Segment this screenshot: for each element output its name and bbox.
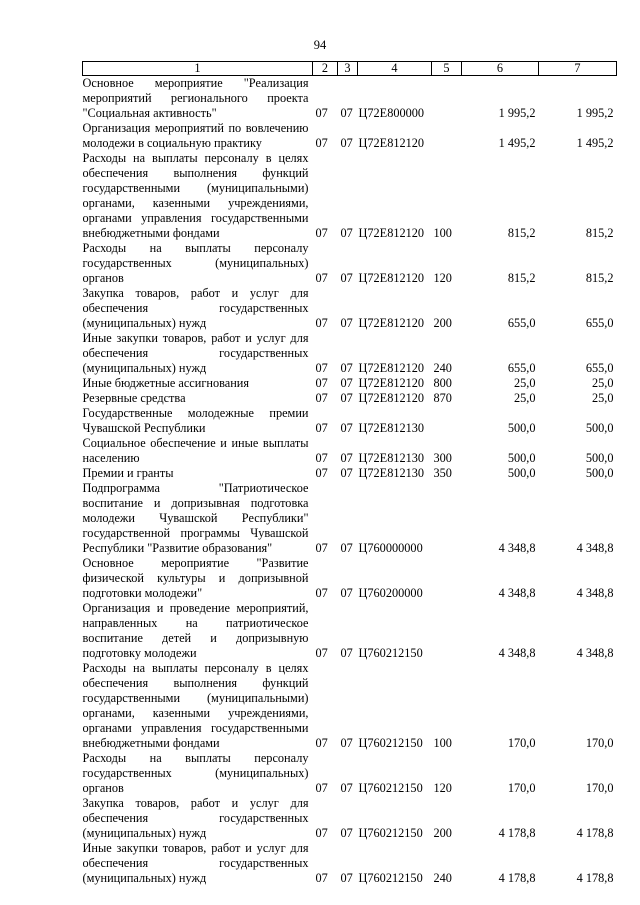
column-header-amount-1: 6 — [462, 62, 539, 76]
row-expense-type: 100 — [433, 736, 452, 750]
row-subsection: 07 — [340, 226, 353, 240]
row-subsection: 07 — [340, 871, 353, 885]
row-subsection: 07 — [340, 736, 353, 750]
row-section: 07 — [315, 106, 328, 120]
row-expense-type: 200 — [433, 316, 452, 330]
row-name: Премии и гранты — [82, 466, 174, 480]
row-amount-1: 4 348,8 — [498, 586, 536, 600]
row-expense-type: 120 — [433, 271, 452, 285]
column-header-subsection: 3 — [338, 62, 358, 76]
row-subsection: 07 — [340, 826, 353, 840]
row-amount-2: 500,0 — [585, 466, 614, 480]
row-amount-1: 815,2 — [507, 271, 536, 285]
row-name: Организация мероприятий по вовлечению молодежи в социальную практику — [82, 121, 309, 150]
row-name: Резервные средства — [82, 391, 186, 405]
row-section: 07 — [315, 136, 328, 150]
row-subsection: 07 — [340, 466, 353, 480]
column-header-name: 1 — [83, 62, 313, 76]
row-amount-1: 815,2 — [507, 226, 536, 240]
row-amount-1: 1 495,2 — [498, 136, 536, 150]
row-amount-1: 500,0 — [507, 451, 536, 465]
row-target-article: Ц72Е812120 — [358, 316, 425, 330]
row-subsection: 07 — [340, 421, 353, 435]
row-target-article: Ц72Е812130 — [358, 451, 425, 465]
table-row — [83, 436, 617, 466]
row-amount-1: 500,0 — [507, 466, 536, 480]
row-name: Иные закупки товаров, работ и услуг для обеспечения государственных (муниципальных) нужд — [82, 331, 309, 375]
table-row — [83, 661, 617, 751]
row-target-article: Ц72Е812120 — [358, 391, 425, 405]
table-row — [83, 751, 617, 796]
row-name: Основное мероприятие "Реализация мероприятий регионального проекта "Социальная активность" — [82, 76, 309, 120]
column-header-amount-2: 7 — [539, 62, 617, 76]
table-header — [83, 62, 617, 76]
row-amount-2: 1 495,2 — [576, 136, 614, 150]
table-row — [83, 406, 617, 436]
row-target-article: Ц72Е812120 — [358, 271, 425, 285]
row-amount-2: 655,0 — [585, 316, 614, 330]
table-row — [83, 391, 617, 406]
table-row — [83, 481, 617, 556]
page-number: 94 — [313, 38, 327, 52]
row-name: Расходы на выплаты персоналу в целях обеспечения выполнения функций государственными (муниципальными) органами, казенными учреждениями, органами управления государственными внебюджетными фондами — [82, 151, 309, 240]
row-subsection: 07 — [340, 451, 353, 465]
row-amount-1: 170,0 — [507, 781, 536, 795]
row-expense-type — [432, 121, 462, 151]
table-row — [83, 841, 617, 886]
row-name: Иные бюджетные ассигнования — [82, 376, 250, 390]
row-amount-1: 4 178,8 — [498, 871, 536, 885]
row-amount-1: 500,0 — [507, 421, 536, 435]
row-expense-type — [432, 556, 462, 601]
row-section: 07 — [315, 451, 328, 465]
row-name: Государственные молодежные премии Чувашской Республики — [82, 406, 309, 435]
header-row — [83, 62, 617, 76]
row-name: Расходы на выплаты персоналу в целях обеспечения выполнения функций государственными (муниципальными) органами, казенными учреждениями, органами управления государственными внебюджетными фондами — [82, 661, 309, 750]
row-amount-1: 170,0 — [507, 736, 536, 750]
row-amount-2: 1 995,2 — [576, 106, 614, 120]
row-amount-1: 655,0 — [507, 316, 536, 330]
table-row — [83, 466, 617, 481]
row-section: 07 — [315, 421, 328, 435]
row-amount-2: 500,0 — [585, 421, 614, 435]
row-amount-1: 1 995,2 — [498, 106, 536, 120]
row-name: Расходы на выплаты персоналу государственных (муниципальных) органов — [82, 241, 309, 285]
row-expense-type — [432, 406, 462, 436]
table-row — [83, 376, 617, 391]
row-section: 07 — [315, 391, 328, 405]
row-section: 07 — [315, 466, 328, 480]
row-target-article: Ц72Е812120 — [358, 376, 425, 390]
row-expense-type — [432, 76, 462, 122]
row-section: 07 — [315, 736, 328, 750]
row-amount-2: 4 178,8 — [576, 871, 614, 885]
row-target-article: Ц760200000 — [358, 586, 423, 600]
table-row — [83, 241, 617, 286]
row-expense-type: 300 — [433, 451, 452, 465]
row-target-article: Ц760212150 — [358, 736, 423, 750]
row-name: Социальное обеспечение и иные выплаты населению — [82, 436, 309, 465]
row-section: 07 — [315, 316, 328, 330]
row-expense-type: 350 — [433, 466, 452, 480]
row-section: 07 — [315, 541, 328, 555]
row-section: 07 — [315, 781, 328, 795]
row-name: Основное мероприятие "Развитие физической культуры и допризывной подготовки молодежи" — [82, 556, 309, 600]
row-section: 07 — [315, 646, 328, 660]
row-amount-2: 170,0 — [585, 781, 614, 795]
row-name: Закупка товаров, работ и услуг для обеспечения государственных (муниципальных) нужд — [82, 286, 309, 330]
table-row — [83, 556, 617, 601]
row-name: Расходы на выплаты персоналу государственных (муниципальных) органов — [82, 751, 309, 795]
row-target-article: Ц72Е812120 — [358, 136, 425, 150]
column-header-expense-type: 5 — [432, 62, 462, 76]
row-section: 07 — [315, 826, 328, 840]
table-row — [83, 601, 617, 661]
row-target-article: Ц760212150 — [358, 871, 423, 885]
row-name: Иные закупки товаров, работ и услуг для обеспечения государственных (муниципальных) нужд — [82, 841, 309, 885]
row-expense-type: 120 — [433, 781, 452, 795]
row-section: 07 — [315, 271, 328, 285]
row-target-article: Ц760212150 — [358, 826, 423, 840]
row-amount-1: 655,0 — [507, 361, 536, 375]
column-header-section: 2 — [313, 62, 338, 76]
row-amount-2: 170,0 — [585, 736, 614, 750]
row-expense-type — [432, 481, 462, 556]
budget-table — [82, 61, 617, 886]
row-target-article: Ц72Е812120 — [358, 226, 425, 240]
row-subsection: 07 — [340, 106, 353, 120]
row-expense-type: 870 — [433, 391, 452, 405]
row-name: Закупка товаров, работ и услуг для обеспечения государственных (муниципальных) нужд — [82, 796, 309, 840]
row-expense-type: 240 — [433, 361, 452, 375]
row-subsection: 07 — [340, 376, 353, 390]
row-amount-2: 655,0 — [585, 361, 614, 375]
row-target-article: Ц72Е800000 — [358, 106, 425, 120]
row-subsection: 07 — [340, 361, 353, 375]
row-amount-2: 4 348,8 — [576, 541, 614, 555]
row-subsection: 07 — [340, 391, 353, 405]
row-subsection: 07 — [340, 316, 353, 330]
row-name: Подпрограмма "Патриотическое воспитание и допризывная подготовка молодежи Чувашской Республики" государственной программы Чувашской Республики "Развитие образования" — [82, 481, 309, 555]
row-expense-type — [432, 601, 462, 661]
row-subsection: 07 — [340, 271, 353, 285]
row-target-article: Ц72Е812120 — [358, 361, 425, 375]
row-expense-type: 800 — [433, 376, 452, 390]
row-target-article: Ц72Е812130 — [358, 421, 425, 435]
table-row — [83, 76, 617, 122]
table-row — [83, 286, 617, 331]
table-row — [83, 121, 617, 151]
row-target-article: Ц72Е812130 — [358, 466, 425, 480]
row-amount-2: 815,2 — [585, 271, 614, 285]
row-amount-2: 4 348,8 — [576, 586, 614, 600]
row-section: 07 — [315, 586, 328, 600]
column-header-target-article: 4 — [358, 62, 432, 76]
row-amount-1: 4 348,8 — [498, 646, 536, 660]
row-amount-1: 25,0 — [513, 376, 536, 390]
row-expense-type: 100 — [433, 226, 452, 240]
row-amount-2: 25,0 — [591, 376, 614, 390]
row-section: 07 — [315, 361, 328, 375]
row-amount-1: 4 178,8 — [498, 826, 536, 840]
row-section: 07 — [315, 871, 328, 885]
row-subsection: 07 — [340, 646, 353, 660]
row-expense-type: 240 — [433, 871, 452, 885]
row-subsection: 07 — [340, 541, 353, 555]
row-amount-2: 25,0 — [591, 391, 614, 405]
row-amount-1: 4 348,8 — [498, 541, 536, 555]
row-name: Организация и проведение мероприятий, направленных на патриотическое воспитание детей и допризывную подготовку молодежи — [82, 601, 309, 660]
row-section: 07 — [315, 376, 328, 390]
table-row — [83, 796, 617, 841]
row-target-article: Ц760212150 — [358, 646, 423, 660]
row-amount-1: 25,0 — [513, 391, 536, 405]
table-body — [83, 76, 617, 887]
row-amount-2: 4 178,8 — [576, 826, 614, 840]
table-row — [83, 151, 617, 241]
row-section: 07 — [315, 226, 328, 240]
row-amount-2: 4 348,8 — [576, 646, 614, 660]
row-subsection: 07 — [340, 586, 353, 600]
row-subsection: 07 — [340, 781, 353, 795]
row-target-article: Ц760212150 — [358, 781, 423, 795]
row-target-article: Ц760000000 — [358, 541, 423, 555]
row-subsection: 07 — [340, 136, 353, 150]
table-row — [83, 331, 617, 376]
row-amount-2: 815,2 — [585, 226, 614, 240]
row-amount-2: 500,0 — [585, 451, 614, 465]
row-expense-type: 200 — [433, 826, 452, 840]
